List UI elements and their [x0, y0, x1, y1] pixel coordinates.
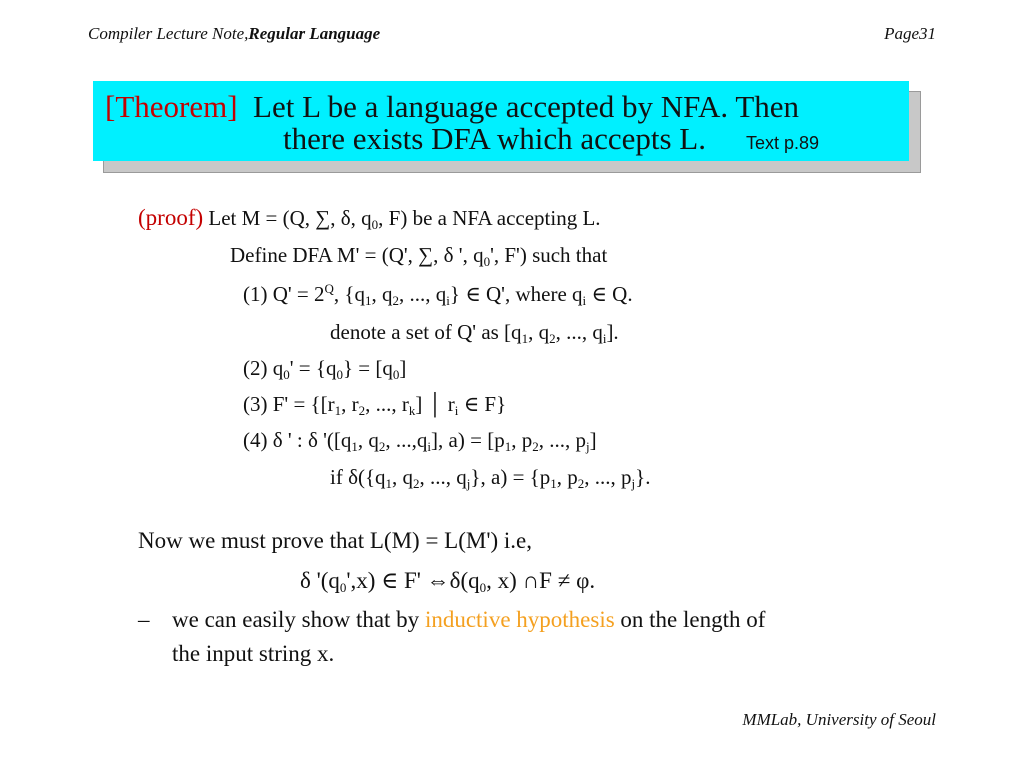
subscript: 2 — [577, 476, 585, 491]
subscript: i — [446, 293, 450, 308]
item-text: , {q — [333, 282, 366, 306]
equivalence-formula — [300, 568, 595, 594]
superscript: Q — [324, 281, 334, 296]
bullet-dash: – — [138, 607, 150, 632]
item-text: , q — [528, 320, 550, 344]
proof-label: (proof) — [138, 205, 204, 230]
subscript: i — [427, 439, 432, 454]
item-text: ], a) = [p — [431, 428, 505, 452]
bullet-line-2: the input string x. — [172, 641, 335, 666]
subscript: j — [466, 476, 471, 491]
theorem-line-1 — [105, 89, 799, 125]
subscript: 0 — [283, 367, 290, 382]
theorem-statement-2: there exists DFA which accepts L. — [283, 121, 706, 156]
formula-text: δ '(q — [300, 568, 340, 593]
subscript: 0 — [336, 367, 343, 382]
bullet-line-1 — [172, 607, 765, 633]
subscript: 0 — [339, 580, 347, 595]
item-text: if δ({q — [330, 465, 386, 489]
subscript: 2 — [532, 439, 539, 454]
subscript: 1 — [365, 293, 372, 308]
subscript: 2 — [413, 476, 420, 491]
item-text: ] — [399, 356, 407, 380]
footer-affiliation: MMLab, University of Seoul — [742, 710, 936, 729]
subscript: 0 — [483, 254, 491, 269]
item-text: (2) q — [243, 356, 284, 380]
item-text: ' = {q — [289, 356, 337, 380]
header-topic: Regular Language — [248, 24, 381, 43]
theorem-statement-1: Let L be a language accepted by NFA. Then — [253, 89, 800, 124]
theorem-text-reference: Text p.89 — [745, 133, 820, 153]
subscript: k — [408, 403, 416, 418]
formula-text: ',x) ∈ F' ⇔δ(q — [346, 568, 480, 593]
formula-text: , x) ∩F ≠ φ. — [486, 568, 596, 593]
item-text: (3) F' = {[r — [243, 392, 335, 416]
subscript: j — [585, 439, 590, 454]
item-text: ] — [589, 428, 597, 452]
header-course-title — [88, 24, 380, 44]
item-text: , q — [357, 428, 379, 452]
theorem-line-2 — [283, 121, 819, 157]
item-text: ]. — [606, 320, 619, 344]
subscript: 0 — [479, 580, 487, 595]
bullet-text: we can easily show that by — [172, 607, 425, 632]
theorem-tag: [Theorem] — [105, 89, 238, 124]
proof-item-2 — [243, 356, 406, 381]
proof-item-3 — [243, 392, 506, 417]
proof-line-1-text: Let M = (Q, ∑, δ, q — [203, 206, 372, 230]
item-text: , p — [511, 428, 533, 452]
proof-item-1-note — [330, 320, 619, 345]
item-text: , ..., p — [538, 428, 586, 452]
subscript: 2 — [392, 293, 400, 308]
item-text: , p — [556, 465, 578, 489]
page-number: 31 — [919, 24, 936, 43]
item-text: } ∈ Q', where q — [449, 282, 583, 306]
bullet-text: on the length of — [614, 607, 766, 632]
proof-line-2-text-end: ', F') such that — [490, 243, 608, 267]
item-text: ∈ F} — [458, 392, 507, 416]
inductive-hypothesis-highlight: inductive hypothesis — [424, 607, 615, 632]
item-text: }. — [635, 465, 651, 489]
subscript: i — [582, 293, 587, 308]
item-text: , ..., q — [419, 465, 467, 489]
subscript: 1 — [521, 331, 529, 346]
proof-line-2-text: Define DFA M' = (Q', ∑, δ ', q — [230, 243, 484, 267]
subscript: 2 — [378, 439, 386, 454]
proof-line-1 — [138, 205, 601, 231]
header-page-label — [884, 24, 936, 44]
item-text: ∈ Q. — [586, 282, 633, 306]
item-text: , r — [341, 392, 359, 416]
item-text: ] │ r — [415, 392, 455, 416]
subscript: i — [602, 331, 607, 346]
subscript: 1 — [550, 476, 557, 491]
theorem-box — [93, 81, 909, 161]
subscript: 2 — [549, 331, 556, 346]
item-text: , ..., p — [584, 465, 632, 489]
proof-item-4-condition — [330, 465, 650, 490]
header-course-prefix: Compiler Lecture Note, — [88, 24, 249, 43]
item-text: (4) δ ' : δ '([q — [243, 428, 352, 452]
item-text: denote a set of Q' as [q — [330, 320, 522, 344]
proof-line-1-text-end: , F) be a NFA accepting L. — [378, 206, 601, 230]
conclusion-line: Now we must prove that L(M) = L(M') i.e, — [138, 528, 532, 553]
subscript: 0 — [371, 217, 379, 232]
item-text: } = [q — [342, 356, 393, 380]
item-text: , q — [392, 465, 414, 489]
item-text: , ...,q — [385, 428, 428, 452]
subscript: 0 — [392, 367, 400, 382]
subscript: 1 — [504, 439, 512, 454]
item-text: , q — [371, 282, 393, 306]
item-text: , ..., q — [555, 320, 603, 344]
proof-item-1 — [243, 282, 633, 307]
item-text: (1) Q' = 2 — [243, 282, 325, 306]
item-text: , ..., r — [365, 392, 409, 416]
subscript: i — [454, 403, 459, 418]
item-text: , ..., q — [399, 282, 447, 306]
item-text: }, a) = {p — [470, 465, 551, 489]
header-page-prefix: Page — [884, 24, 919, 43]
subscript: 1 — [351, 439, 358, 454]
subscript: 1 — [334, 403, 342, 418]
subscript: 1 — [385, 476, 393, 491]
proof-line-2 — [230, 243, 607, 268]
subscript: 2 — [358, 403, 366, 418]
subscript: j — [631, 476, 636, 491]
proof-item-4 — [243, 428, 597, 453]
